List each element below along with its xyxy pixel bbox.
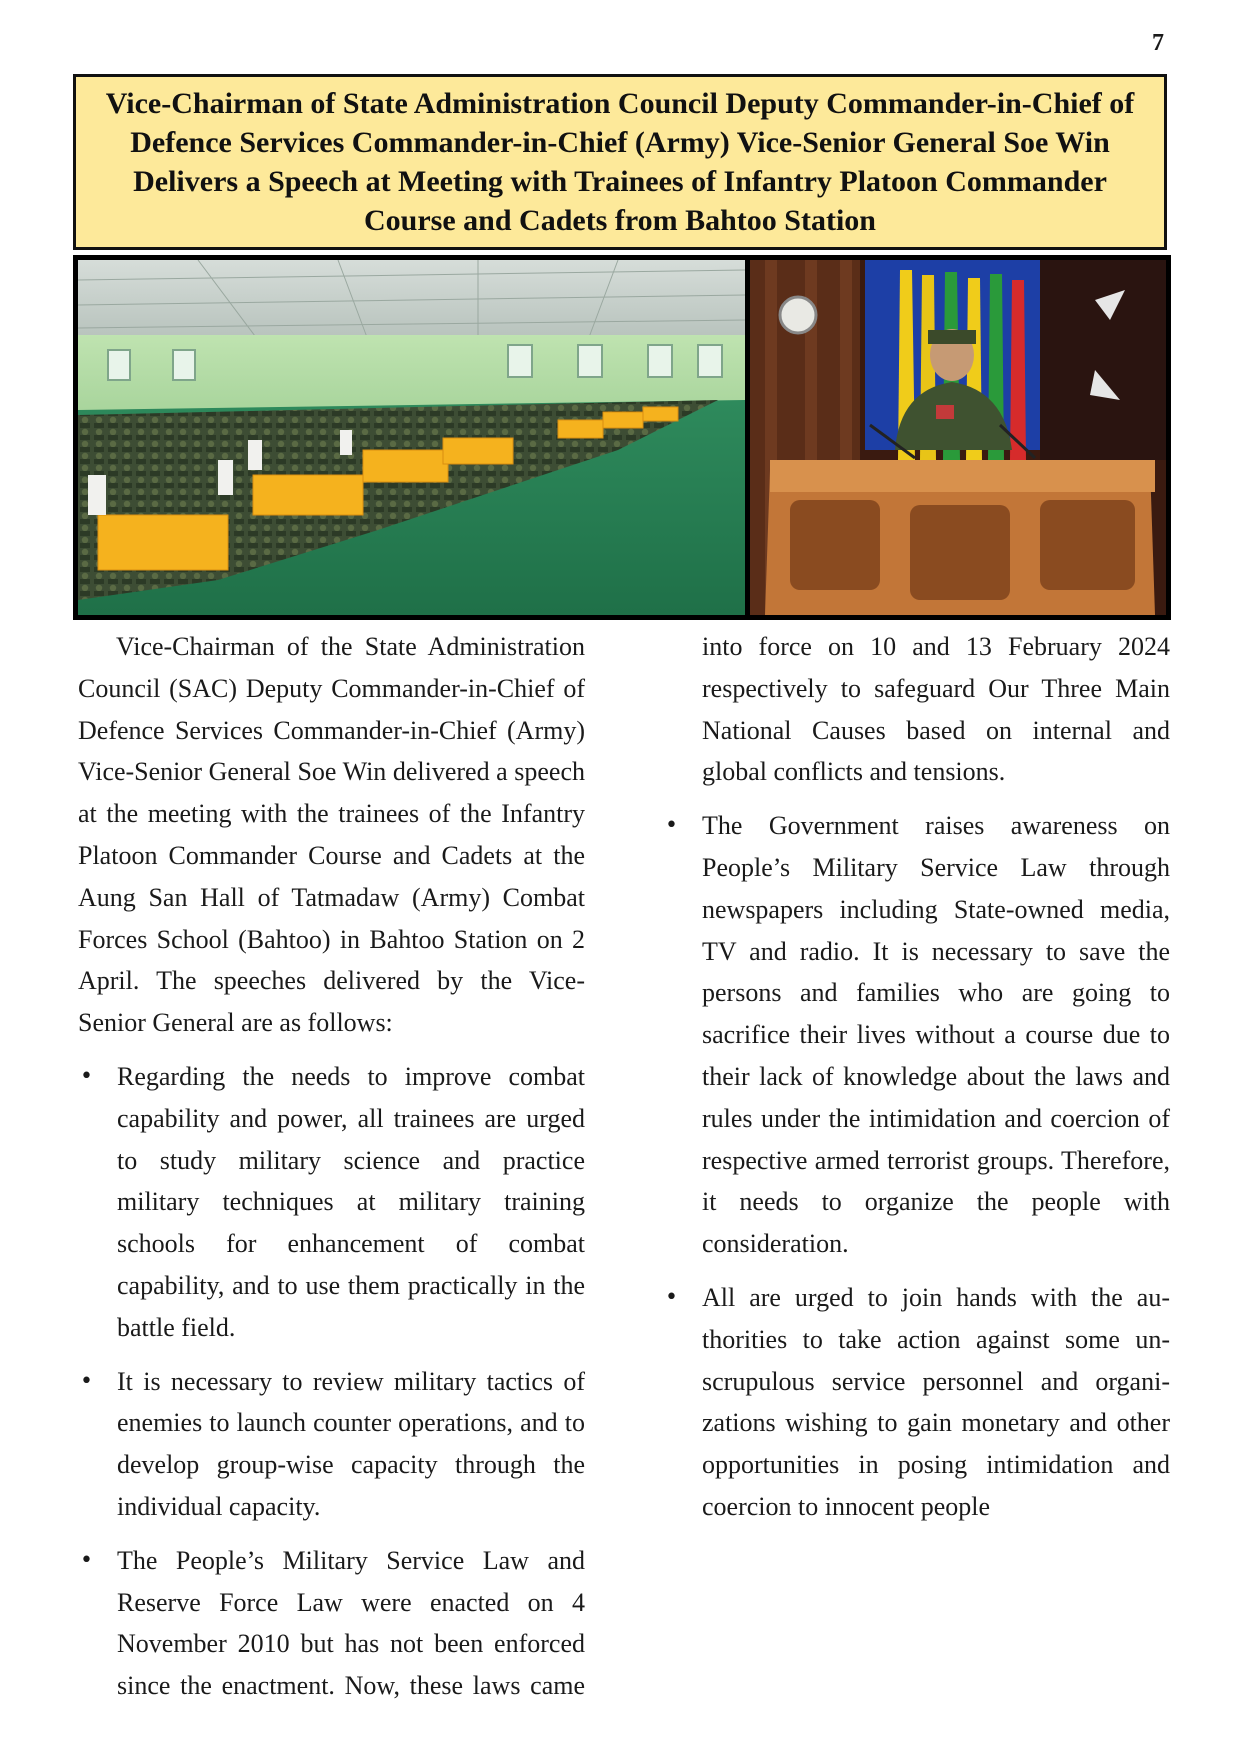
meeting-hall-photo — [78, 260, 745, 615]
page-number: 7 — [1152, 30, 1164, 56]
headline-box — [73, 74, 1167, 250]
speech-point: • The Government raises awareness on People’s Military Service Law through newspapers including State-owned media, TV and radio. It is necessary to save the persons and families who are going to sacrifice their lives without a course due to their lack of knowledge about the laws and rules under the intimidation and coercion of respective armed terrorist groups. Therefore, it needs to organize the people with consideration. — [663, 805, 1170, 1265]
speech-point: • Regarding the needs to improve combat capability and power, all trainees are urged to study military science and practice military techniques at military training schools for enhancement of combat capability, and to use them practically in the battle field. — [78, 1056, 585, 1349]
speech-point: • It is necessary to review military tactics of enemies to launch counter operations, and to develop group-wise capacity through the individual capacity. — [78, 1361, 585, 1528]
headline: Vice-Chairman of State Administration Council Deputy Commander-in-Chief of Defence Services Commander-in-Chief (Army) Vice-Senior General Soe Win Delivers a Speech at Meeting with Trainees of Infantry Platoon Commander Course and Cadets from Bahtoo Station — [105, 87, 1135, 237]
speech-point: • All are urged to join hands with the authorities to take action against some unscrupulous service personnel and organizations wishing to gain monetary and other opportunities in posing intimidation and coercion to innocent people — [663, 1277, 1170, 1528]
speaker-photo-icon — [750, 260, 1166, 615]
article-intro: Vice-Chairman of the State Administration Council (SAC) Deputy Commander-in-Chief of Defence Services Commander-in-Chief (Army) Vice-Senior General Soe Win delivered a speech at the meeting with the trainees of the Infantry Platoon Commander Course and Cadets at the Aung San Hall of Tatmadaw (Army) Combat Forces School (Bahtoo) in Bahtoo Station on 2 April. The speeches delivered by the Vice-Senior General are as follows: — [78, 632, 585, 1038]
photo-strip — [73, 255, 1171, 620]
speaker-podium-photo — [750, 260, 1166, 615]
speech-point: • The People’s Military Service Law and Reserve Force Law were enacted on 4 November 2010 but has not been enforced since the enactment. Now, these laws came into force on 10 and 13 February 2024 respectively to safeguard Our Three Main National Causes based on internal and global conflicts and tensions. — [78, 626, 1170, 1716]
audience-photo-icon — [78, 260, 745, 615]
article-body — [78, 626, 1170, 1716]
